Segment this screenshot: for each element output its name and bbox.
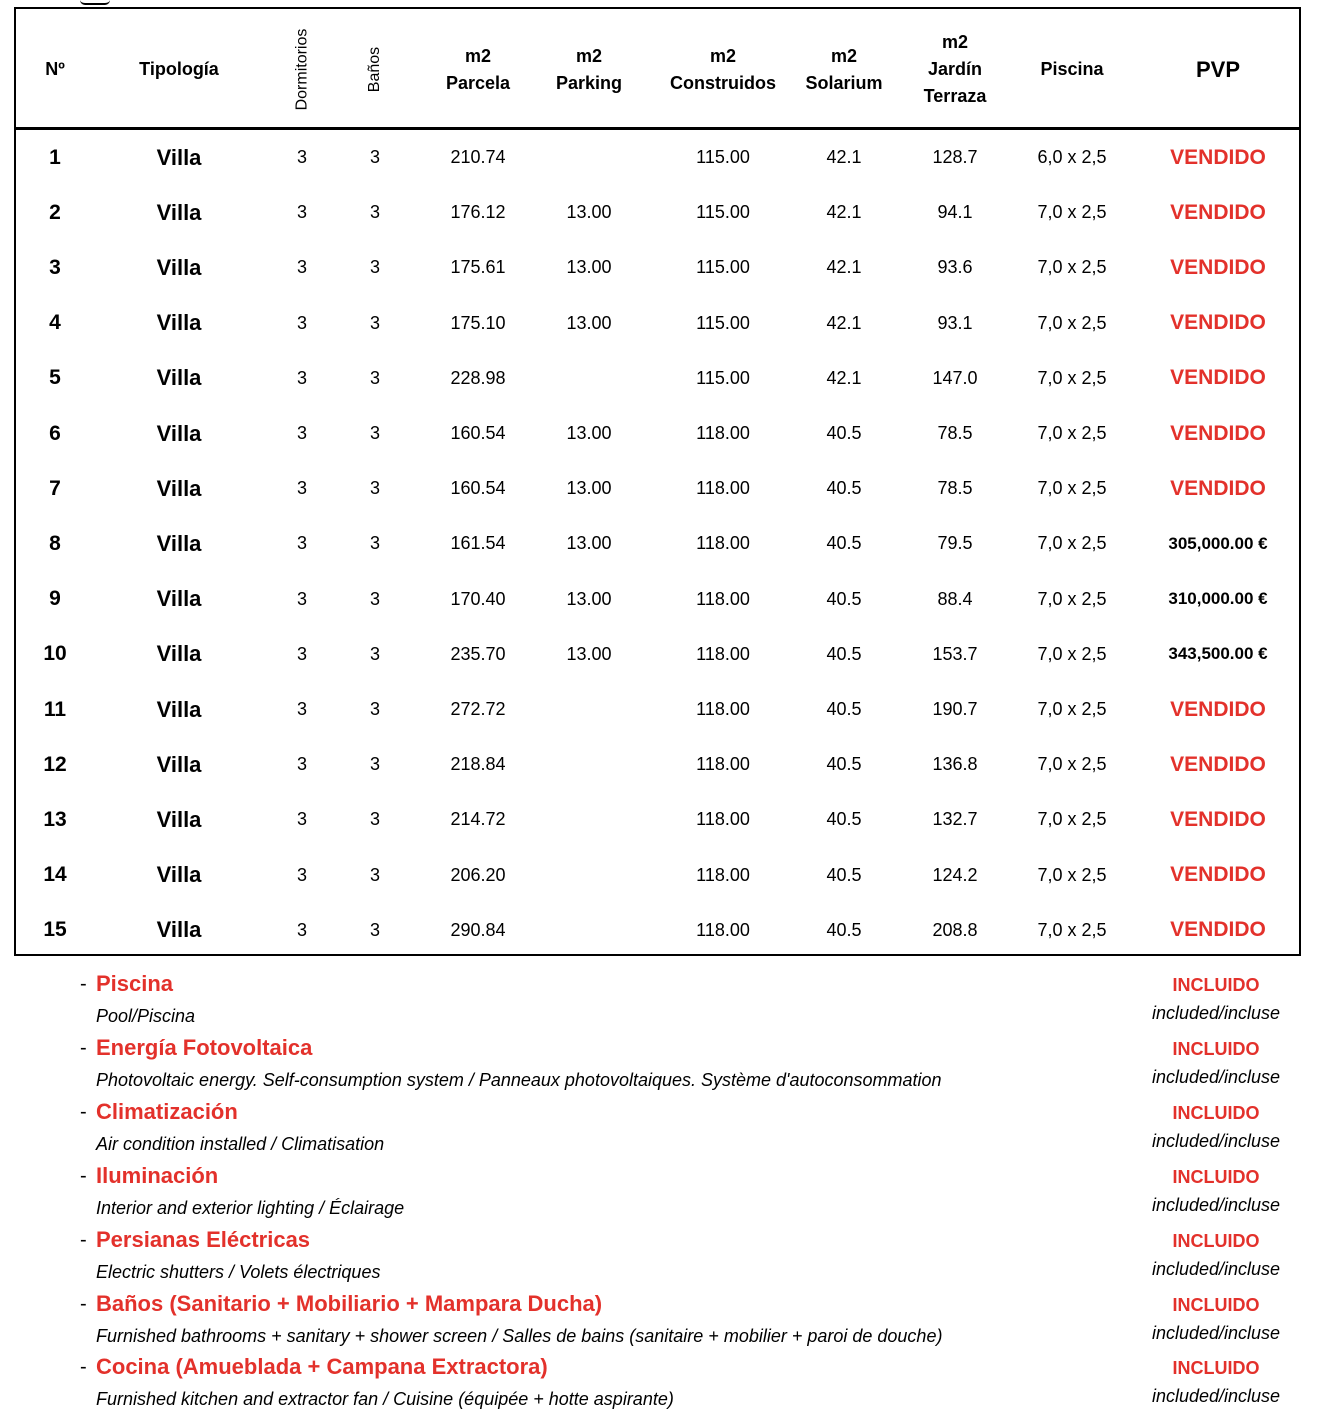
cell-pvp: VENDIDO [1170,918,1266,942]
cell-parcela: 210.74 [450,147,506,167]
header-terraza-label: Terraza [923,86,987,106]
availability-table [14,7,1301,956]
table-row [16,682,1299,737]
feature-status-translation: included/incluse [1151,1003,1281,1023]
feature-title: Energía Fotovoltaica [96,1034,313,1060]
feature-item [0,1348,1317,1412]
cell-pvp: VENDIDO [1170,863,1266,887]
cell-construidos: 115.00 [696,147,750,167]
cell-parking: 13.00 [566,257,612,278]
header-jardin-unit: m2 [941,32,968,52]
feature-title: Climatización [96,1098,238,1124]
cell-solarium: 40.5 [826,423,862,443]
table-row [16,406,1299,461]
cell-banos: 3 [369,588,380,609]
cell-parking: 13.00 [566,533,612,554]
cell-parking: 13.00 [566,423,612,443]
header-parking-unit: m2 [575,45,602,66]
feature-status: INCLUIDO [1172,1358,1260,1379]
cell-no: 15 [43,918,67,942]
feature-dash: - [80,1228,87,1251]
feature-item [0,1285,1317,1349]
cell-solarium: 40.5 [826,533,862,554]
cell-jardin: 128.7 [932,147,978,167]
cell-jardin: 93.1 [937,312,973,333]
cell-parcela: 175.10 [450,312,506,333]
cell-dormitorios: 3 [296,312,307,333]
cell-jardin: 147.0 [932,367,978,388]
cell-parking: 13.00 [566,643,612,664]
cell-parking [546,130,632,185]
cell-parking [546,792,632,847]
cell-tipologia: Villa [156,641,202,667]
cell-banos: 3 [369,202,380,223]
cell-no: 5 [49,366,61,390]
header-banos [340,9,410,130]
cell-jardin: 94.1 [937,202,973,223]
table-row [16,627,1299,682]
cell-construidos: 115.00 [696,312,750,333]
header-pvp-label: PVP [1195,57,1241,82]
cell-parcela: 160.54 [450,478,506,499]
feature-dash: - [80,1356,87,1379]
cell-piscina: 7,0 x 2,5 [1037,809,1107,830]
cell-no: 4 [49,311,61,335]
cell-tipologia: Villa [156,751,202,777]
cell-pvp: VENDIDO [1170,366,1266,390]
cell-banos: 3 [369,754,380,775]
table-row [16,792,1299,847]
cell-jardin: 93.6 [937,257,973,278]
table-row [16,461,1299,516]
table-row [16,185,1299,240]
header-parking [546,9,632,130]
feature-status-translation: included/incluse [1151,1386,1281,1407]
cell-pvp: VENDIDO [1170,476,1266,500]
cell-dormitorios: 3 [296,423,307,443]
cell-no: 3 [49,255,61,279]
cell-parcela: 175.61 [450,257,506,278]
cell-solarium: 40.5 [826,754,862,775]
cell-dormitorios: 3 [296,643,307,664]
cell-construidos: 115.00 [696,367,750,388]
feature-status-translation: included/incluse [1151,1066,1281,1087]
cell-no: 12 [43,752,67,776]
cell-pvp: VENDIDO [1170,421,1266,445]
cell-parcela: 161.54 [450,533,506,554]
cell-banos: 3 [369,147,380,167]
cell-no: 11 [43,697,67,721]
cell-tipologia: Villa [156,365,202,391]
cell-dormitorios: 3 [296,754,307,775]
cell-parking: 13.00 [566,588,612,609]
cell-piscina: 7,0 x 2,5 [1037,699,1107,719]
cell-construidos: 118.00 [696,478,750,499]
table-row [16,351,1299,406]
cell-tipologia: Villa [156,254,202,280]
cell-construidos: 115.00 [696,257,750,278]
cell-parking: 13.00 [566,202,612,223]
feature-title: Cocina (Amueblada + Campana Extractora) [96,1354,548,1380]
table-row [16,240,1299,295]
cell-tipologia: Villa [156,917,202,943]
cell-parcela: 290.84 [450,919,506,940]
feature-title: Iluminación [96,1162,219,1188]
cell-no: 14 [43,863,67,887]
cell-dormitorios: 3 [296,588,307,609]
header-banos-label: Baños [366,46,384,93]
cell-dormitorios: 3 [296,533,307,554]
table-row [16,296,1299,351]
cell-solarium: 40.5 [826,643,862,664]
table-row [16,903,1299,958]
cell-construidos: 118.00 [696,533,750,554]
cell-construidos: 115.00 [696,202,750,223]
cell-tipologia: Villa [156,696,202,722]
cell-jardin: 78.5 [937,423,973,443]
cell-piscina: 7,0 x 2,5 [1037,864,1107,885]
table-row [16,516,1299,571]
cell-no: 8 [49,531,61,555]
cell-pvp: 305,000.00 € [1168,533,1268,553]
cell-parking [546,737,632,792]
cell-solarium: 42.1 [826,202,862,223]
header-tipologia [94,9,264,130]
cell-dormitorios: 3 [296,699,307,719]
cell-no: 7 [49,476,61,500]
cell-solarium: 42.1 [826,367,862,388]
cell-no: 6 [49,421,61,445]
cell-banos: 3 [369,367,380,388]
cell-piscina: 7,0 x 2,5 [1037,367,1107,388]
cell-banos: 3 [369,864,380,885]
feature-item [0,965,1317,1029]
header-no-label: Nº [45,59,65,79]
cell-pvp: VENDIDO [1170,145,1266,169]
feature-title: Persianas Eléctricas [96,1226,311,1252]
cell-no: 13 [43,807,67,831]
cell-piscina: 7,0 x 2,5 [1037,478,1107,499]
feature-title: Piscina [96,971,174,996]
feature-status-translation: included/incluse [1151,1130,1281,1151]
header-jardin [896,9,1014,130]
table-row [16,737,1299,792]
feature-status-translation: included/incluse [1151,1322,1281,1343]
cell-jardin: 190.7 [932,699,978,719]
cell-banos: 3 [369,478,380,499]
cropped-decoration [80,0,110,5]
feature-description: Pool/Piscina [96,1006,196,1026]
feature-status-translation: included/incluse [1151,1194,1281,1215]
cell-parcela: 170.40 [450,588,506,609]
cell-parking [546,682,632,737]
cell-banos: 3 [369,919,380,940]
feature-dash: - [80,973,87,995]
cell-construidos: 118.00 [696,809,750,830]
cell-banos: 3 [369,809,380,830]
cell-banos: 3 [369,699,380,719]
header-solarium-label: Solarium [805,72,883,93]
header-solarium [794,9,894,130]
feature-status: INCLUIDO [1172,1102,1260,1123]
table-row [16,848,1299,903]
cell-parcela: 272.72 [450,699,506,719]
cell-pvp: 310,000.00 € [1168,589,1268,609]
cell-construidos: 118.00 [696,919,750,940]
header-no [16,9,94,130]
feature-dash: - [80,1164,87,1187]
feature-dash: - [80,1292,87,1315]
feature-item [0,1093,1317,1157]
cell-piscina: 7,0 x 2,5 [1037,312,1107,333]
cell-dormitorios: 3 [296,919,307,940]
header-parcela [410,9,546,130]
cell-parking [546,848,632,903]
cell-jardin: 208.8 [932,919,978,940]
cell-parcela: 228.98 [450,367,506,388]
header-pvp [1130,9,1306,130]
table-row [16,572,1299,627]
feature-status: INCLUIDO [1172,1230,1260,1251]
feature-item [0,1221,1317,1285]
cell-no: 9 [49,587,61,611]
cell-construidos: 118.00 [696,754,750,775]
cell-piscina: 7,0 x 2,5 [1037,754,1107,775]
cell-piscina: 7,0 x 2,5 [1037,533,1107,554]
header-piscina-label: Piscina [1040,59,1104,79]
cell-pvp: VENDIDO [1170,697,1266,721]
cell-tipologia: Villa [156,420,202,446]
cell-tipologia: Villa [156,586,202,612]
cell-solarium: 40.5 [826,864,862,885]
table-header [16,9,1299,130]
cell-parcela: 214.72 [450,809,506,830]
cell-piscina: 7,0 x 2,5 [1037,423,1107,443]
header-construidos [632,9,814,130]
cell-dormitorios: 3 [296,202,307,223]
header-parking-label: Parking [555,72,623,93]
feature-description: Furnished bathrooms + sanitary + shower screen / Salles de bains (sanitaire + mobilier + paroi de douche) [96,1325,943,1346]
cell-construidos: 118.00 [696,643,750,664]
cell-tipologia: Villa [156,199,202,225]
cell-tipologia: Villa [156,530,202,556]
cell-pvp: VENDIDO [1170,807,1266,831]
header-jardin-label: Jardín [927,59,982,79]
header-tipologia-label: Tipología [139,59,219,79]
feature-description: Photovoltaic energy. Self-consumption system / Panneaux photovoltaiques. Système d'autoconsommation [96,1069,942,1090]
table-row [16,130,1299,185]
cell-dormitorios: 3 [296,478,307,499]
cell-construidos: 118.00 [696,864,750,885]
cell-pvp: VENDIDO [1170,752,1266,776]
header-dormitorios-label: Dormitorios [293,28,311,111]
cell-no: 10 [43,642,67,666]
feature-description: Furnished kitchen and extractor fan / Cuisine (équipée + hotte aspirante) [96,1389,674,1410]
feature-status: INCLUIDO [1172,975,1260,995]
cell-pvp: VENDIDO [1170,311,1266,335]
cell-construidos: 118.00 [696,699,750,719]
feature-status: INCLUIDO [1172,1166,1260,1187]
cell-parcela: 206.20 [450,864,506,885]
cell-parcela: 235.70 [450,643,506,664]
header-construidos-label: Construidos [670,72,776,93]
cell-piscina: 7,0 x 2,5 [1037,643,1107,664]
header-parcela-label: Parcela [445,72,511,93]
cell-construidos: 118.00 [696,423,750,443]
feature-item [0,1029,1317,1093]
cell-no: 1 [49,145,61,169]
cell-jardin: 88.4 [937,588,973,609]
cell-tipologia: Villa [156,862,202,888]
cell-tipologia: Villa [156,806,202,832]
feature-status: INCLUIDO [1172,1294,1260,1315]
cell-parcela: 160.54 [450,423,506,443]
cell-parking: 13.00 [566,312,612,333]
cell-jardin: 78.5 [937,478,973,499]
cell-tipologia: Villa [156,144,202,170]
cell-no: 2 [49,200,61,224]
cell-solarium: 42.1 [826,312,862,333]
cell-construidos: 118.00 [696,588,750,609]
header-construidos-unit: m2 [709,45,736,66]
cell-tipologia: Villa [156,310,202,336]
cell-piscina: 7,0 x 2,5 [1037,588,1107,609]
cell-banos: 3 [369,312,380,333]
cell-solarium: 42.1 [826,257,862,278]
feature-dash: - [80,1036,87,1059]
cell-parcela: 176.12 [450,202,506,223]
cell-dormitorios: 3 [296,809,307,830]
cell-jardin: 79.5 [937,533,973,554]
cell-dormitorios: 3 [296,257,307,278]
header-parcela-unit: m2 [464,45,491,66]
feature-status-translation: included/incluse [1151,1258,1281,1279]
cell-solarium: 40.5 [826,699,862,719]
cell-jardin: 136.8 [932,754,978,775]
feature-dash: - [80,1100,87,1123]
header-piscina [1014,9,1130,130]
feature-item [0,1157,1317,1221]
cell-piscina: 7,0 x 2,5 [1037,202,1107,223]
cell-jardin: 153.7 [932,643,978,664]
cell-solarium: 40.5 [826,809,862,830]
cell-piscina: 7,0 x 2,5 [1037,919,1107,940]
feature-title: Baños (Sanitario + Mobiliario + Mampara Ducha) [96,1290,603,1316]
cell-parking [546,903,632,958]
cell-pvp: VENDIDO [1170,255,1266,279]
header-dormitorios [264,9,340,130]
cell-banos: 3 [369,643,380,664]
cell-solarium: 40.5 [826,919,862,940]
header-solarium-unit: m2 [830,45,857,66]
cell-jardin: 124.2 [932,864,978,885]
cell-parking [546,351,632,406]
cell-pvp: VENDIDO [1170,200,1266,224]
cell-solarium: 42.1 [826,147,862,167]
cell-jardin: 132.7 [932,809,978,830]
feature-status: INCLUIDO [1172,1038,1260,1059]
feature-description: Interior and exterior lighting / Éclairage [96,1197,405,1218]
cell-banos: 3 [369,257,380,278]
cell-banos: 3 [369,533,380,554]
cell-banos: 3 [369,423,380,443]
cell-solarium: 40.5 [826,588,862,609]
cell-tipologia: Villa [156,475,202,501]
cell-parcela: 218.84 [450,754,506,775]
cell-dormitorios: 3 [296,147,307,167]
cell-parking: 13.00 [566,478,612,499]
feature-description: Air condition installed / Climatisation [96,1133,385,1154]
cell-dormitorios: 3 [296,367,307,388]
cell-pvp: 343,500.00 € [1168,644,1268,664]
cell-piscina: 7,0 x 2,5 [1037,257,1107,278]
cell-dormitorios: 3 [296,864,307,885]
feature-description: Electric shutters / Volets électriques [96,1261,381,1282]
cell-piscina: 6,0 x 2,5 [1037,147,1107,167]
cell-solarium: 40.5 [826,478,862,499]
